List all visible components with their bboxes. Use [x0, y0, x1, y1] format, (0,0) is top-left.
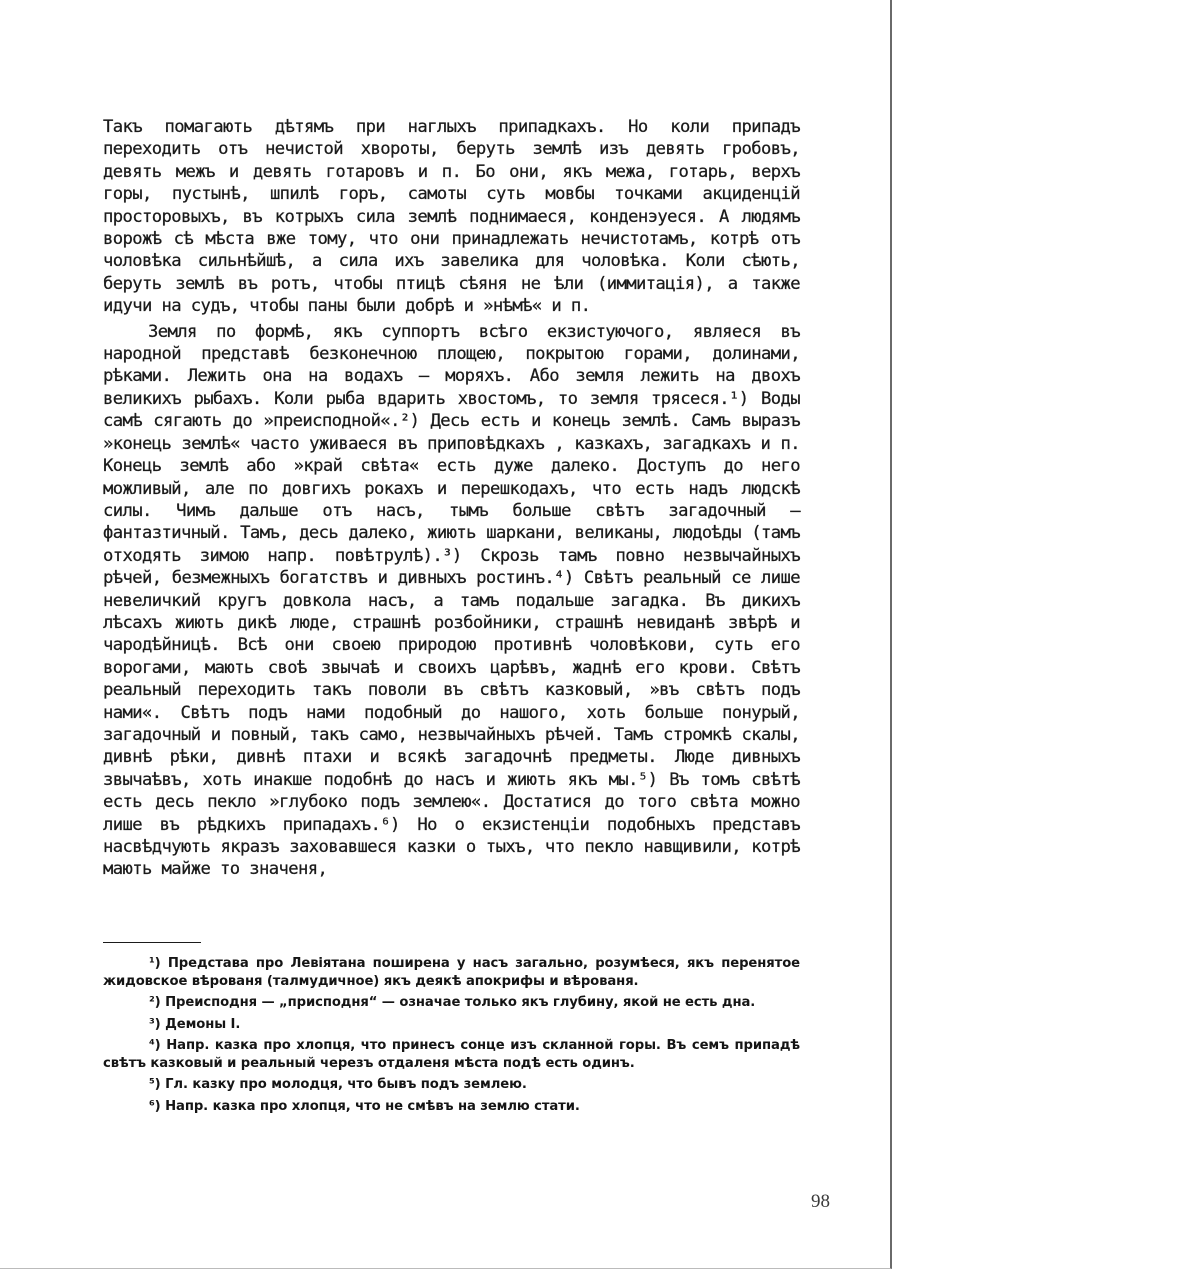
footnote-3: ³) Демоны I.: [149, 1016, 241, 1032]
paragraph-1: Такъ помагають дѣтямъ при наглыхъ припадкахъ. Но коли припадъ переходить отъ нечистой хвороты, беруть землѣ изъ девять гробовъ, девять межъ и девять готаровъ и п. Бо они, якъ межа, готарь, верхъ горы, пустынѣ, шпилѣ горъ, самоты суть мовбы точками акциденцій просторовыхъ, въ котрыхъ сила землѣ поднимаеся, конденэуеся. А людямъ ворожѣ сѣ мѣста вже тому, что они принадлежать нечистотамъ, котрѣ отъ чоловѣка сильнѣйшѣ, а сила ихъ завелика для чоловѣка. Коли сѣють, беруть землѣ въ ротъ, чтобы птицѣ сѣяня не ѣли (иммитація), а также идучи на судъ, чтобы паны были добрѣ и »нѣмѣ« и п.: [103, 117, 800, 317]
footnote-5: ⁵) Гл. казку про молодця, что бывъ подъ землею.: [149, 1077, 527, 1092]
main-text: [103, 116, 800, 881]
paragraph-2: Земля по формѣ, якъ суппортъ всѣго екзистуючого, являеся въ народной представѣ безконечною площею, покрытою горами, долинами, рѣками. Лежить она на водахъ — моряхъ. Або земля лежить на двохъ великихъ рыбахъ. Коли рыба вдарить хвостомъ, то земля трясеся.¹) Воды самѣ сягають до »преисподной«.²) Десь есть и конець землѣ. Самъ выразъ »конець землѣ« часто уживаеся въ приповѣдкахъ , казкахъ, загадкахъ и п. Конець землѣ або »край свѣта« есть дуже далеко. Доступъ до него можливый, але по довгихъ рокахъ и перешкодахъ, что есть надъ людскѣ силы. Чимъ дальше отъ насъ, тымъ больше свѣтъ загадочный — фантазтичный. Тамъ, десь далеко, жиють шаркани, великаны, людоѣды (тамъ отходять зимою напр. повѣтрулѣ).³) Скрозь тамъ повно незвычайныхъ рѣчей, безмежныхъ богатствъ и дивныхъ ростинъ.⁴) Свѣтъ реальный се лише невеличкий кругъ довкола насъ, а тамъ подальше загадка. Въ дикихъ лѣсахъ жиють дикѣ люде, страшнѣ розбойники, страшнѣ невиданѣ звѣрѣ и чародѣйницѣ. Всѣ они своею природою противнѣ чоловѣкови, суть его ворогами, мають своѣ звычаѣ и своихъ царѣвъ, жаднѣ его крови. Свѣтъ реальный переходить такъ поволи въ свѣтъ казковый, »въ свѣтъ подъ нами«. Свѣтъ подъ нами подобный до нашого, хоть больше понурый, загадочный и повный, такъ само, незвычайныхъ рѣчей. Тамъ стромкѣ скалы, дивнѣ рѣки, дивнѣ птахи и всякѣ загадочнѣ предметы. Люде дивныхъ звычаѣвъ, хоть инакше подобнѣ до насъ и жиють якъ мы.⁵) Въ томъ свѣтѣ есть десь пекло »глубоко подъ землею«. Достатися до того свѣта можно лише въ рѣдкихъ припадахъ.⁶) Но о екзистенціи подобныхъ представъ насвѣдчують якразъ заховавшеся казки о тыхъ, что пекло навщивили, котрѣ мають майже то значеня,: [103, 321, 800, 880]
footnotes: [103, 955, 800, 1119]
footnote-4: ⁴) Напр. казка про хлопця, что принесъ сонце изъ скланной горы. Въ семъ припадѣ свѣтъ казковый и реальный черезъ отдаленя мѣста подѣ есть одинъ.: [103, 1038, 800, 1071]
footnote-1: ¹) Представа про Левіятана поширена у насъ загально, розумѣеся, якъ перенятое жидовское вѣрованя (талмудичное) якъ деякѣ апокрифы и вѣрованя.: [103, 956, 800, 989]
footnote-2: ²) Преисподня — „присподня“ — означае только якъ глубину, якой не есть дна.: [149, 995, 756, 1010]
page-number: 98: [811, 1191, 830, 1212]
footnote-6: ⁶) Напр. казка про хлопця, что не смѣвъ на землю стати.: [149, 1098, 580, 1114]
footnote-separator: [103, 942, 201, 943]
